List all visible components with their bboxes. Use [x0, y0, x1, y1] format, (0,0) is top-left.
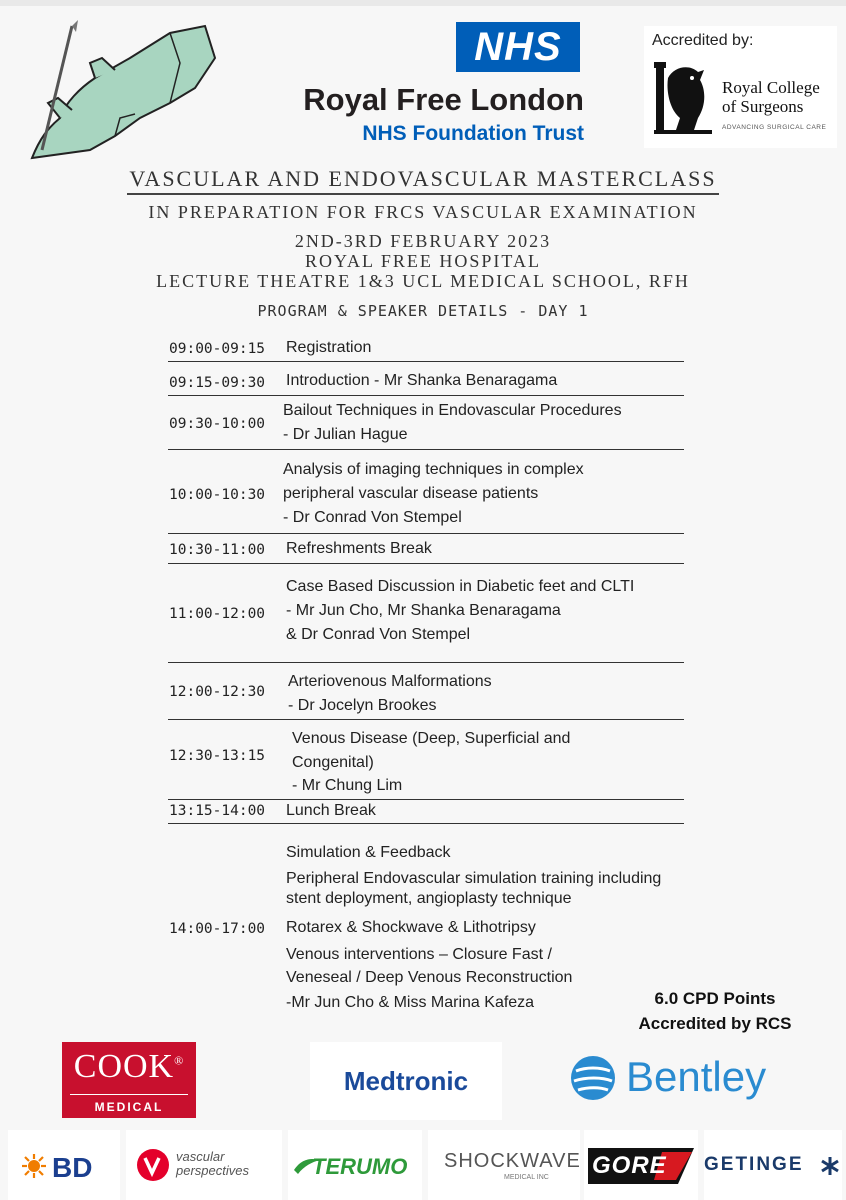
- session-line: Peripheral Endovascular simulation training including: [286, 870, 662, 887]
- page-subtitle: IN PREPARATION FOR FRCS VASCULAR EXAMINATION: [148, 202, 698, 222]
- session-time: 10:00-10:30: [169, 487, 266, 503]
- session-time: 11:00-12:00: [169, 606, 266, 622]
- session-time: 09:00-09:15: [169, 341, 266, 357]
- bd-name: BD: [52, 1152, 93, 1183]
- session-line: - Mr Jun Cho, Mr Shanka Benaragama: [286, 602, 561, 619]
- session-line: Rotarex & Shockwave & Lithotripsy: [286, 919, 536, 936]
- session-time: 10:30-11:00: [169, 542, 266, 558]
- session-line: stent deployment, angioplasty technique: [286, 890, 572, 907]
- shockwave-subtitle: MEDICAL INC: [504, 1174, 549, 1181]
- event-room: LECTURE THEATRE 1&3 UCL MEDICAL SCHOOL, RFH: [156, 271, 690, 291]
- vascular-perspectives-logo: [126, 1130, 282, 1200]
- cook-subtitle: MEDICAL: [94, 1100, 164, 1114]
- gore-logo: [584, 1130, 698, 1200]
- event-venue: ROYAL FREE HOSPITAL: [305, 251, 541, 271]
- rcs-accreditation-logo: [644, 26, 837, 148]
- session-line: Venous Disease (Deep, Superficial and: [292, 730, 571, 747]
- vp-mark-icon: [136, 1148, 170, 1182]
- session-time: 13:15-14:00: [169, 803, 266, 819]
- bd-logo: [8, 1130, 120, 1200]
- session-line: - Dr Julian Hague: [283, 426, 408, 443]
- rcs-crest-icon: [654, 60, 712, 136]
- vp-name: vascular perspectives: [176, 1149, 249, 1178]
- bentley-globe-icon: [570, 1055, 616, 1101]
- row-divider: [168, 449, 684, 450]
- rcs-tagline: ADVANCING SURGICAL CARE: [722, 124, 827, 131]
- getinge-name: GETINGE: [704, 1154, 804, 1175]
- trust-name: Royal Free London: [303, 82, 584, 117]
- session-time: 09:15-09:30: [169, 375, 266, 391]
- surgical-glove-icon: [20, 18, 220, 170]
- program-heading: PROGRAM & SPEAKER DETAILS - DAY 1: [257, 302, 589, 320]
- cook-divider: [70, 1094, 188, 1095]
- cpd-points: [612, 986, 818, 1036]
- cpd-accreditation-line: Accredited by RCS: [638, 1014, 792, 1033]
- getinge-logo: [704, 1130, 842, 1200]
- row-divider: [168, 799, 684, 800]
- session-line: Introduction - Mr Shanka Benaragama: [286, 372, 558, 389]
- rcs-name-line-1: Royal College: [722, 78, 820, 97]
- session-line: peripheral vascular disease patients: [283, 485, 539, 502]
- session-line: Registration: [286, 339, 372, 356]
- bentley-logo: Bentley: [626, 1053, 767, 1100]
- row-divider: [168, 361, 684, 362]
- cpd-points-line: 6.0 CPD Points: [654, 989, 776, 1008]
- rcs-name-line-2: of Surgeons: [722, 97, 804, 116]
- session-time: 12:00-12:30: [169, 684, 266, 700]
- session-line: Bailout Techniques in Endovascular Procedures: [283, 402, 622, 419]
- session-line: & Dr Conrad Von Stempel: [286, 626, 471, 643]
- cook-medical-logo: [62, 1042, 196, 1118]
- rcs-name: [722, 78, 820, 116]
- row-divider: [168, 823, 684, 824]
- row-divider: [168, 395, 684, 396]
- shockwave-name: SHOCKWAVE: [444, 1150, 581, 1172]
- gore-name: GORE: [592, 1152, 667, 1179]
- page-title: VASCULAR AND ENDOVASCULAR MASTERCLASS: [0, 166, 846, 192]
- session-time: 14:00-17:00: [169, 921, 266, 937]
- session-line: Lunch Break: [286, 802, 376, 819]
- session-time: 12:30-13:15: [169, 748, 266, 764]
- getinge-star-icon: [820, 1156, 840, 1176]
- session-line: Analysis of imaging techniques in complex: [283, 461, 584, 478]
- row-divider: [168, 533, 684, 534]
- session-line: - Dr Jocelyn Brookes: [288, 697, 437, 714]
- bd-sunburst-icon: [22, 1154, 46, 1178]
- session-line: -Mr Jun Cho & Miss Marina Kafeza: [286, 994, 535, 1011]
- top-border: [0, 0, 846, 6]
- terumo-logo: [288, 1130, 422, 1200]
- session-line: Refreshments Break: [286, 540, 432, 557]
- session-line: Simulation & Feedback: [286, 844, 451, 861]
- accredited-label: Accredited by:: [652, 32, 754, 49]
- session-line: - Dr Conrad Von Stempel: [283, 509, 462, 526]
- row-divider: [168, 563, 684, 564]
- shockwave-logo: [428, 1130, 580, 1200]
- session-time: 09:30-10:00: [169, 416, 266, 432]
- session-line: Veneseal / Deep Venous Reconstruction: [286, 969, 573, 986]
- session-line: - Mr Chung Lim: [292, 777, 403, 794]
- session-line: Congenital): [292, 754, 374, 771]
- cook-name: COOK®: [73, 1048, 185, 1085]
- trust-subtitle: NHS Foundation Trust: [362, 122, 584, 145]
- row-divider: [168, 662, 684, 663]
- medtronic-logo: Medtronic: [310, 1042, 502, 1120]
- terumo-name: TERUMO: [312, 1154, 408, 1179]
- session-line: Arteriovenous Malformations: [288, 673, 492, 690]
- nhs-logo: NHS: [456, 22, 580, 72]
- event-dates: 2ND-3RD FEBRUARY 2023: [294, 231, 552, 251]
- session-line: Case Based Discussion in Diabetic feet and CLTI: [286, 578, 635, 595]
- row-divider: [168, 719, 684, 720]
- session-line: Venous interventions – Closure Fast /: [286, 946, 552, 963]
